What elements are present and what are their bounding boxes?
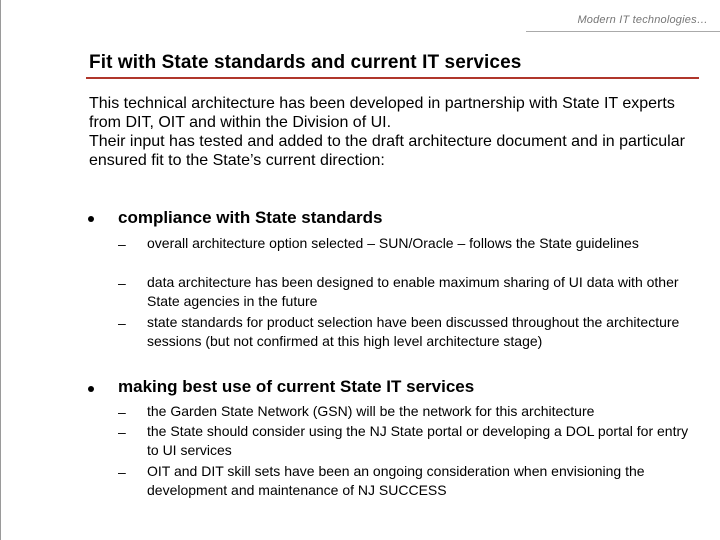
sub-item-text: overall architecture option selected – SUN/Oracle – follows the State guidelines xyxy=(147,235,639,251)
dash-icon: – xyxy=(118,424,126,440)
header-note: Modern IT technologies… xyxy=(577,14,708,26)
dash-icon: – xyxy=(118,236,126,252)
sub-item-text: data architecture has been designed to enable maximum sharing of UI data with other State agencies in the future xyxy=(147,274,679,309)
dash-icon: – xyxy=(118,464,126,480)
sub-item-text: state standards for product selection have been discussed throughout the architecture sessions (but not confirmed at this high level architecture stage) xyxy=(147,314,680,349)
intro-text xyxy=(89,94,701,170)
bullet-dot-icon xyxy=(88,216,94,222)
sub-item-text: the State should consider using the NJ State portal or developing a DOL portal for entry to UI services xyxy=(147,423,689,458)
sub-item-text: the Garden State Network (GSN) will be the network for this architecture xyxy=(147,403,595,419)
bullet-dot-icon xyxy=(88,386,94,392)
intro-paragraph-2: Their input has tested and added to the draft architecture document and in particular ensured fit to the State’s current direction: xyxy=(89,133,685,169)
bullet-heading: compliance with State standards xyxy=(118,208,383,227)
header-rule xyxy=(526,31,720,32)
dash-icon: – xyxy=(118,275,126,291)
dash-icon: – xyxy=(118,315,126,331)
sub-item-text: OIT and DIT skill sets have been an ongoing consideration when envisioning the development and maintenance of NJ SUCCESS xyxy=(147,463,645,498)
slide-title: Fit with State standards and current IT services xyxy=(89,52,522,73)
title-underline xyxy=(86,77,699,79)
dash-icon: – xyxy=(118,404,126,420)
left-frame-line xyxy=(0,0,1,540)
intro-paragraph-1: This technical architecture has been developed in partnership with State IT experts from DIT, OIT and within the Division of UI. xyxy=(89,95,675,131)
bullet-heading: making best use of current State IT services xyxy=(118,377,475,396)
